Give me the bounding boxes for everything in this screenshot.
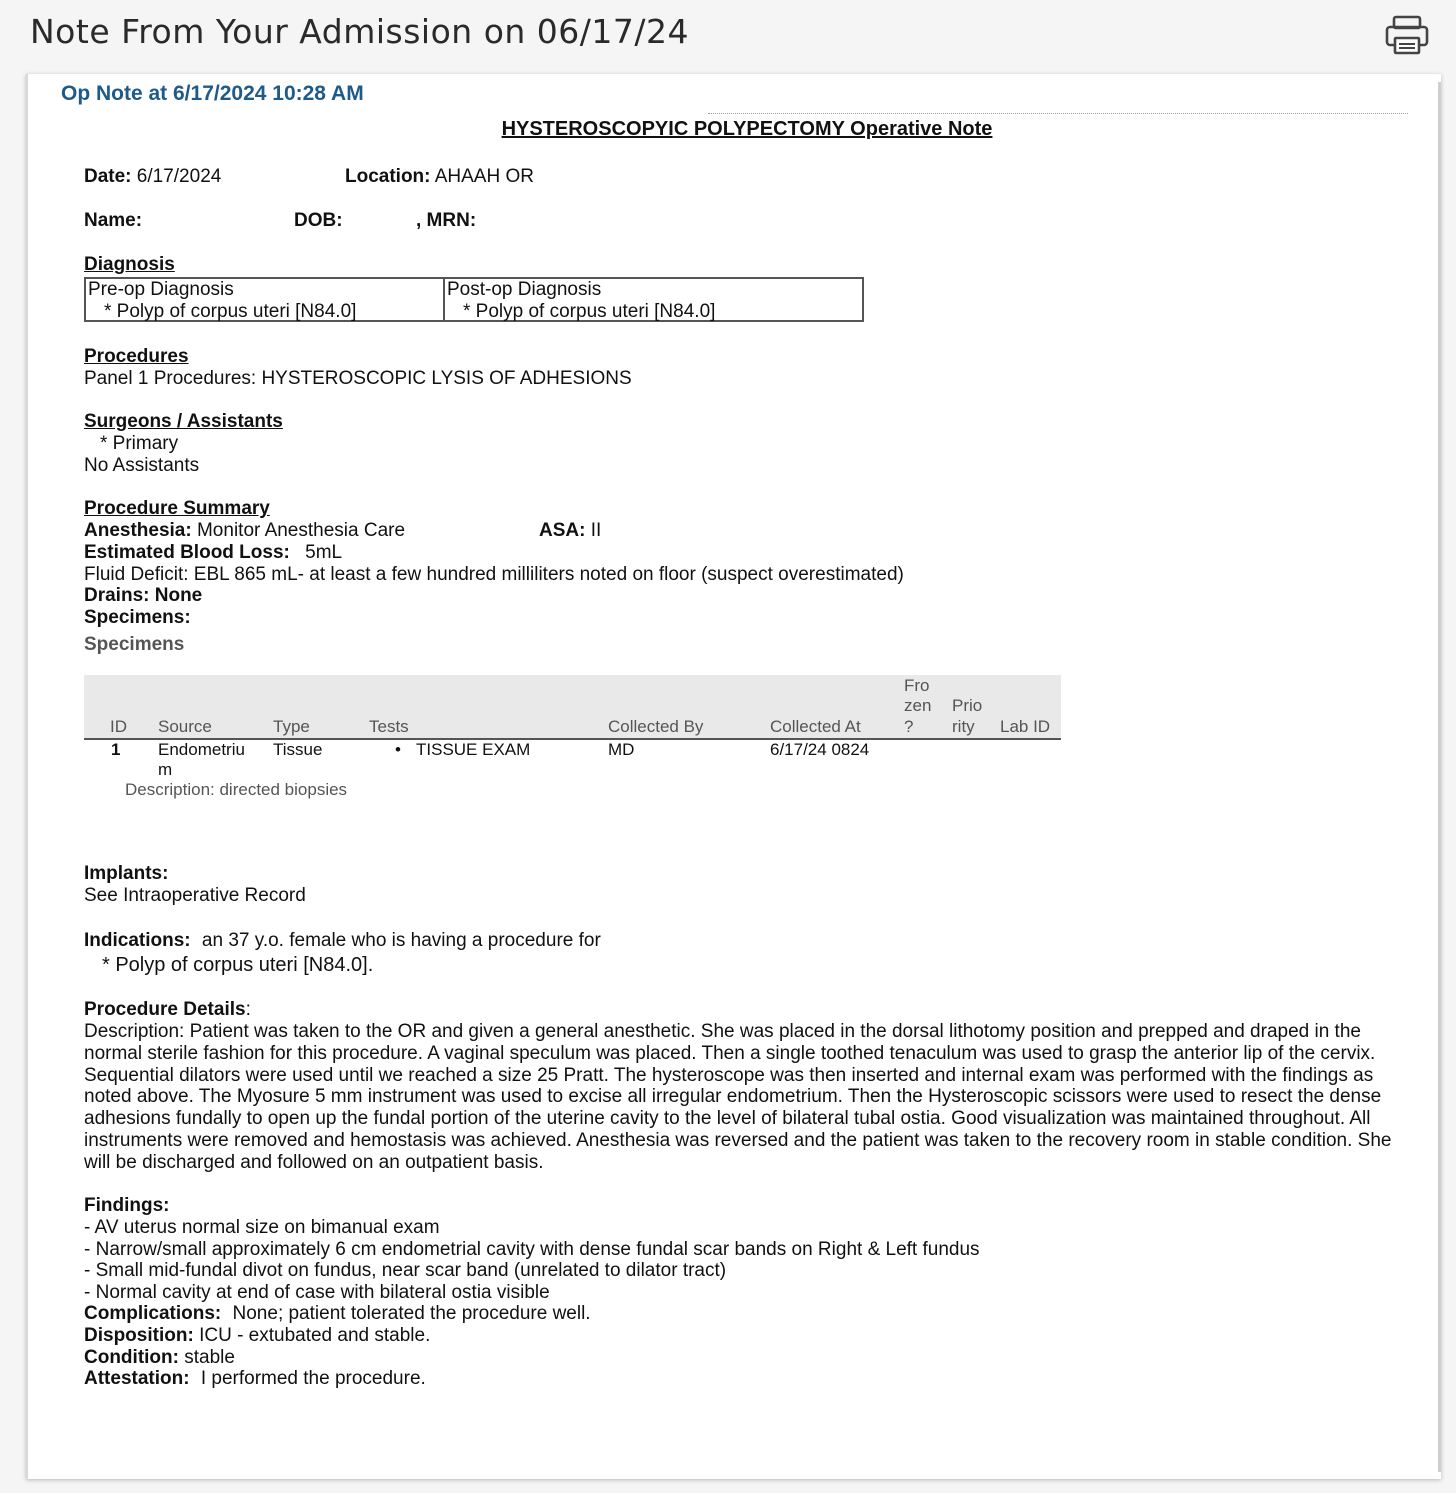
complications-value: None; patient tolerated the procedure well.: [232, 1303, 591, 1324]
printer-icon: [1384, 14, 1430, 56]
row-test: TISSUE EXAM: [416, 740, 531, 759]
col-type: Type: [273, 717, 310, 736]
col-frozen-1: Fro: [904, 676, 930, 695]
findings-label: Findings:: [84, 1195, 170, 1216]
col-collected-by: Collected By: [608, 717, 704, 736]
surgeon-primary: * Primary: [100, 433, 179, 454]
complications-label: Complications:: [84, 1303, 222, 1324]
drains: Drains: None: [84, 585, 203, 606]
ebl-value: 5mL: [305, 542, 343, 563]
finding-item: - Narrow/small approximately 6 cm endometrial cavity with dense fundal scar bands on Right & Left fundus: [84, 1239, 980, 1260]
ebl-label: Estimated Blood Loss:: [84, 542, 290, 563]
disposition-value: ICU - extubated and stable.: [199, 1325, 431, 1346]
print-button[interactable]: [1384, 14, 1430, 56]
diagnosis-table: [84, 277, 864, 322]
attestation-value: I performed the procedure.: [200, 1368, 426, 1389]
col-collected-at: Collected At: [770, 717, 861, 736]
details-line: [84, 999, 251, 1021]
postop-label: Post-op Diagnosis: [447, 279, 602, 300]
ebl-line: [84, 542, 342, 564]
col-priority-2: rity: [952, 717, 975, 736]
asa-value: II: [590, 520, 602, 541]
anesthesia-value: Monitor Anesthesia Care: [196, 520, 406, 541]
specimen-table-header: [84, 675, 1061, 740]
row-id: 1: [111, 740, 121, 759]
location-line: [345, 166, 534, 188]
name-label: Name:: [84, 210, 143, 231]
procedures-text: Panel 1 Procedures: HYSTEROSCOPIC LYSIS OF ADHESIONS: [84, 368, 632, 389]
col-id: ID: [110, 717, 127, 736]
page-title: Note From Your Admission on 06/17/24: [30, 12, 690, 51]
postop-value: * Polyp of corpus uteri [N84.0]: [463, 301, 716, 322]
disposition-label: Disposition:: [84, 1325, 194, 1346]
row-collected-by: MD: [608, 740, 635, 759]
assistants-text: No Assistants: [84, 455, 200, 476]
complications-line: [84, 1303, 591, 1325]
col-tests: Tests: [369, 717, 409, 736]
diagnosis-heading: Diagnosis: [84, 254, 175, 275]
condition-value: stable: [184, 1347, 235, 1368]
attestation-line: [84, 1368, 426, 1390]
finding-item: - Normal cavity at end of case with bilateral ostia visible: [84, 1282, 550, 1303]
dob-label: DOB:: [294, 210, 343, 231]
divider: [708, 113, 1408, 114]
note-heading: Op Note at 6/17/2024 10:28 AM: [61, 82, 364, 105]
row-source-2: m: [158, 760, 173, 779]
implants-label: Implants:: [84, 863, 169, 884]
preop-cell: [86, 279, 445, 320]
implants-value: See Intraoperative Record: [84, 885, 306, 906]
disposition-line: [84, 1325, 430, 1347]
specimens-subheading: Specimens: [84, 634, 185, 655]
col-source: Source: [158, 717, 212, 736]
anesthesia-label: Anesthesia:: [84, 520, 192, 541]
col-priority-1: Prio: [952, 696, 983, 715]
location-label: Location:: [345, 166, 431, 187]
date-value: 6/17/2024: [136, 166, 222, 187]
asa-label: ASA:: [539, 520, 586, 541]
procedures-heading: Procedures: [84, 346, 189, 367]
fluid-deficit: Fluid Deficit: EBL 865 mL- at least a few hundred milliliters noted on floor (suspect overestimated): [84, 564, 904, 585]
indications-value: an 37 y.o. female who is having a procedure for: [201, 930, 601, 951]
anesthesia-line: [84, 520, 405, 542]
indications-label: Indications:: [84, 930, 191, 951]
row-test-bullet: •: [395, 740, 401, 759]
details-colon: :: [245, 999, 251, 1020]
details-label: Procedure Details: [84, 999, 246, 1020]
finding-item: - AV uterus normal size on bimanual exam: [84, 1217, 440, 1238]
asa-line: [539, 520, 601, 542]
mrn-label: , MRN:: [416, 210, 477, 231]
surgeons-heading: Surgeons / Assistants: [84, 411, 283, 432]
note-card: [26, 74, 1441, 1479]
scrollbar-edge[interactable]: [1438, 82, 1441, 1472]
row-description: Description: directed biopsies: [125, 780, 348, 799]
row-collected-at: 6/17/24 0824: [770, 740, 870, 759]
row-type: Tissue: [273, 740, 323, 759]
condition-label: Condition:: [84, 1347, 179, 1368]
indications-line: [84, 930, 601, 952]
summary-heading: Procedure Summary: [84, 498, 270, 519]
condition-line: [84, 1347, 235, 1369]
finding-item: - Small mid-fundal divot on fundus, near scar band (unrelated to dilator tract): [84, 1260, 727, 1281]
preop-label: Pre-op Diagnosis: [88, 279, 234, 300]
row-source-1: Endometriu: [158, 740, 245, 759]
col-frozen-2: zen: [904, 696, 932, 715]
attestation-label: Attestation:: [84, 1368, 190, 1389]
date-label: Date:: [84, 166, 132, 187]
col-lab-id: Lab ID: [1000, 717, 1051, 736]
details-text: Description: Patient was taken to the OR and given a general anesthetic. She was placed in the dorsal lithotomy position and prepped and draped in the normal sterile fashion for this procedure. A vaginal speculum was placed. Then a single toothed tenaculum was used to grasp the anterior lip of the cervix. Sequential dilators were used until we reached a size 25 Pratt. The hysteroscope was then inserted and internal exam was performed with the findings as noted above. The Myosure 5 mm instrument was used to excise all irregular endometrium. Then the Hysteroscopic scissors were used to resect the dense adhesions fundally to open up the fundal portion of the uterine cavity to the level of bilateral tubal ostia. Good visualization was maintained throughout. All instruments were removed and hemostasis was achieved. Anesthesia was reversed and the patient was taken to the recovery room in stable condition. She will be discharged and followed on an outpatient basis.: [84, 1021, 1392, 1173]
location-value: AHAAH OR: [434, 166, 534, 187]
col-frozen-3: ?: [904, 717, 914, 736]
date-line: [84, 166, 221, 188]
specimens-label: Specimens:: [84, 607, 191, 628]
indications-item: * Polyp of corpus uteri [N84.0].: [102, 954, 374, 976]
document-title: HYSTEROSCOPYIC POLYPECTOMY Operative Note: [501, 118, 993, 140]
postop-cell: [445, 279, 715, 320]
preop-value: * Polyp of corpus uteri [N84.0]: [104, 301, 357, 322]
